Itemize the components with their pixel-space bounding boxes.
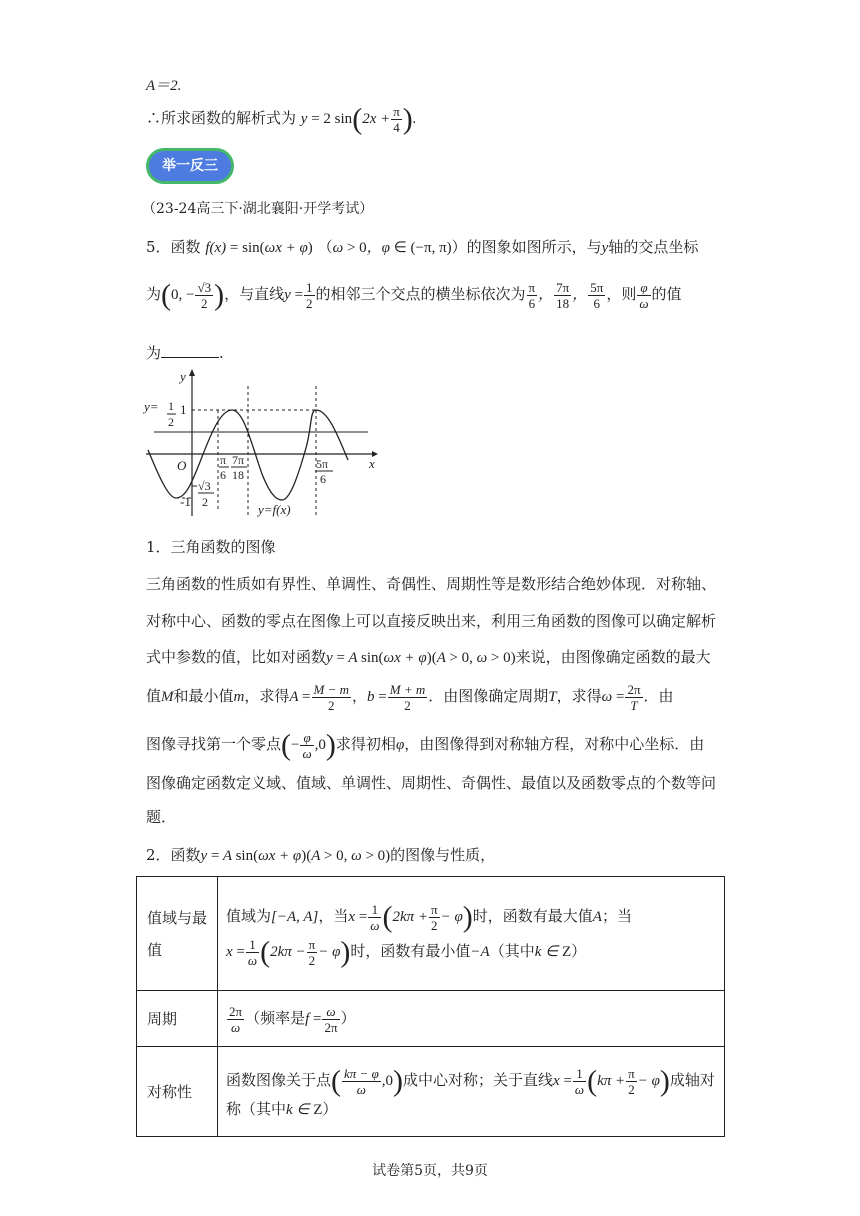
r2b: ） xyxy=(340,1009,356,1027)
r3d: 称（其中 xyxy=(226,1099,287,1118)
x-axis-label: x xyxy=(369,456,375,471)
q5-text-e: 为 xyxy=(146,284,162,303)
s1-p5a: 图像寻找第一个零点 xyxy=(146,734,282,753)
s1-offset: b = $\frac{M + m}{2}$ xyxy=(367,682,426,713)
q5-text-i: 的值 xyxy=(651,284,682,303)
section-1-para-7: 题． xyxy=(146,808,177,826)
sine-graph xyxy=(140,366,380,520)
result-formula-line xyxy=(146,104,417,135)
s1-function: y = A sin(ωx + φ)(A > 0, ω > 0) xyxy=(326,650,516,666)
question-source: （23-24高三下·湖北襄阳·开学考试） xyxy=(142,201,374,217)
s1-omega: ω = $\frac{2\pi}{T}$ xyxy=(601,682,641,713)
q5-xs: $\frac{\pi}{6}$ ， $\frac{7\pi}{18}$ ， $\frac{5\pi}{6}$ xyxy=(528,280,604,311)
section-1-para-6: 图像确定函数定义域、值域、单调性、周期性、奇偶性、最值以及函数零点的个数等问 xyxy=(146,774,717,792)
practice-badge: 举一反三 xyxy=(146,148,234,184)
r1d: ；当 xyxy=(601,906,632,925)
row-content-symmetry: 函数图像关于点( $\frac{k\pi - \varphi}{\omega}$ ,0)成中心对称；关于直线x = $\frac{1}{\omega}$ (kπ + $\frac{\pi}{2}$ − φ)成轴对 称（其中k ∈ Z） xyxy=(218,1047,725,1137)
s2-title-a: 2．函数 xyxy=(146,846,201,864)
q5-condition: ω > 0，φ ∈ (−π, π) xyxy=(332,240,452,256)
s1-p5c: ，由图像得到对称轴方程，对称中心坐标．由 xyxy=(404,734,705,753)
table-row xyxy=(137,991,725,1047)
y-axis-arrow xyxy=(189,369,195,376)
row-content-period: $\frac{2\pi}{\omega}$ （频率是f = $\frac{\omega}{2\pi}$ ） xyxy=(218,991,725,1047)
section-1-para-1: 三角函数的性质如有界性、单调性、奇偶性、周期性等是数形结合绝妙体现．对称轴、 xyxy=(146,575,717,593)
svg-text:6: 6 xyxy=(220,468,226,482)
q5-line-1 xyxy=(146,236,698,257)
q5-ratio: $\frac{\varphi}{\omega}$ xyxy=(639,280,649,311)
half-line-label: y= xyxy=(144,399,159,414)
q5-text-f: ，与直线 xyxy=(224,284,285,303)
result-prefix: ∴所求函数的解析式为 xyxy=(146,108,297,127)
q5-function: f(x) = sin(ωx + φ) xyxy=(205,240,313,256)
s1-p4a: 值 xyxy=(146,686,162,705)
r1f: （其中 xyxy=(489,941,535,960)
r2a: （频率是 xyxy=(245,1009,306,1027)
svg-text:6: 6 xyxy=(320,472,326,486)
q5-text-c: ）的图象如图所示，与 xyxy=(451,238,602,256)
r1b: ，当 xyxy=(318,906,349,925)
s2-title-b: 的图像与性质， xyxy=(390,846,496,864)
r1g: ） xyxy=(571,941,587,960)
s1-p4e: ．由图像确定周期 xyxy=(428,686,549,705)
svg-text:1: 1 xyxy=(168,399,174,413)
s1-p4g: ．由 xyxy=(643,686,674,705)
table-row xyxy=(137,1047,725,1137)
properties-table xyxy=(136,876,725,1137)
q5-text-d: 轴的交点坐标 xyxy=(608,238,699,256)
s1-zero: (− $\frac{\varphi}{\omega}$ ,0) xyxy=(281,728,336,762)
tick-minus-one: -1 xyxy=(180,494,191,509)
section-1-title: 1．三角函数的图像 xyxy=(146,538,276,556)
s1-amplitude: A = $\frac{M - m}{2}$ xyxy=(289,682,350,713)
q5-text-h: ，则 xyxy=(606,284,637,303)
s1-p5b: 求得初相 xyxy=(335,734,396,753)
result-amplitude xyxy=(146,74,181,95)
result-formula: y = 2 sin(2x + $\frac{\pi}{4}$ ). xyxy=(300,102,417,136)
origin-label: O xyxy=(177,458,187,473)
r3c: 成轴对 xyxy=(669,1070,715,1089)
row-content-range: 值域为[−A, A]，当x = $\frac{1}{\omega}$ (2kπ + $\frac{\pi}{2}$ − φ)时，函数有最大值A；当 x = $\frac{1}{\omega}$ (2kπ − $\frac{\pi}{2}$ − φ)时，函数有最小值−A（其中k ∈ Z） xyxy=(218,877,725,991)
q5-text-g: 的相邻三个交点的横坐标依次为 xyxy=(315,284,526,303)
section-1-para-2: 对称中心、函数的零点在图像上可以直接反映出来，利用三角函数的图像可以确定解析 xyxy=(146,612,717,630)
curve-label: y=f(x) xyxy=(258,502,291,517)
answer-blank[interactable] xyxy=(161,343,219,358)
s2-function: y = A sin(ωx + φ)(A > 0, ω > 0) xyxy=(200,848,391,864)
page-footer: 试卷第5页，共9页 xyxy=(372,1163,488,1179)
q5-line-2 xyxy=(146,280,682,311)
section-1-para-4: 值M和最小值m，求得A = $\frac{M - m}{2}$ ，b = $\frac{M + m}{2}$ ．由图像确定周期T，求得ω = $\frac{2\pi}{T}$ ．由 xyxy=(146,682,674,713)
r3a: 函数图像关于点 xyxy=(226,1070,332,1089)
q5-line-eq: y = $\frac{1}{2}$ xyxy=(284,280,313,311)
r1a: 值域为 xyxy=(226,906,272,925)
s1-p4c: ，求得 xyxy=(244,686,290,705)
s1-p4b: 和最小值 xyxy=(173,686,234,705)
svg-text:2: 2 xyxy=(202,495,208,509)
row-head-symmetry: 对称性 xyxy=(137,1047,218,1137)
q5-y: y xyxy=(601,240,609,256)
q5-point: (0, − $\frac{√3}{2}$ ) xyxy=(161,278,225,312)
s1-p3b: 来说，由图像确定函数的最大 xyxy=(515,648,711,666)
amplitude-text: A＝2. xyxy=(146,78,182,94)
tick-5pi-6: 5π xyxy=(316,457,329,471)
r1e: 时，函数有最小值 xyxy=(350,941,471,960)
r3b: 成中心对称；关于直线 xyxy=(403,1070,554,1089)
s1-p4d: ， xyxy=(352,686,368,705)
r1c: 时，函数有最大值 xyxy=(472,906,593,925)
section-1-para-3 xyxy=(146,646,711,667)
row-head-range: 值域与最值 xyxy=(137,877,218,991)
table-row xyxy=(137,877,725,991)
tick-pi-6: π xyxy=(220,453,227,467)
s1-p4f: ，求得 xyxy=(556,686,602,705)
y-axis-label: y xyxy=(180,369,186,384)
q5-line-3: 为 . xyxy=(146,344,224,362)
tick-one: 1 xyxy=(180,402,187,417)
q5-paren-open: （ xyxy=(317,238,333,256)
q5-text-j: 为 xyxy=(146,344,162,362)
tick-7pi-18: 7π xyxy=(232,453,245,467)
q5-number: 5．函数 xyxy=(146,238,201,256)
section-2-title xyxy=(146,844,495,865)
svg-text:2: 2 xyxy=(168,415,174,429)
s1-p3a: 式中参数的值，比如对函数 xyxy=(146,648,327,666)
section-1-para-5: 图像寻找第一个零点(− $\frac{\varphi}{\omega}$ ,0)求得初相φ，由图像得到对称轴方程，对称中心坐标．由 xyxy=(146,728,705,762)
svg-text:18: 18 xyxy=(232,468,244,482)
svg-text:√3: √3 xyxy=(198,479,211,493)
row-head-period: 周期 xyxy=(137,991,218,1047)
r3e: ） xyxy=(322,1099,338,1118)
